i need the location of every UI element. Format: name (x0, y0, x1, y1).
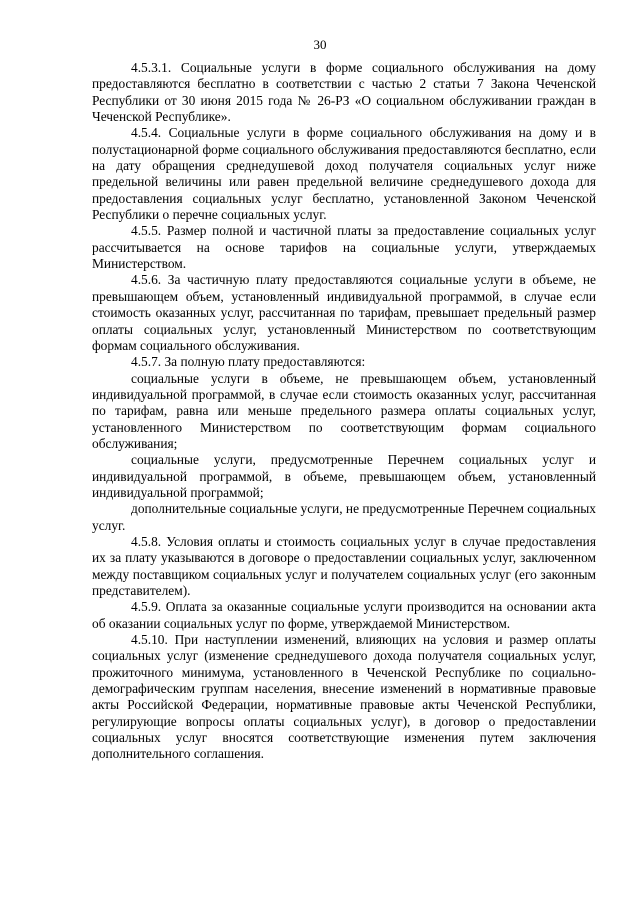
page-number: 30 (313, 37, 327, 52)
document-body (92, 60, 596, 763)
paragraph-4-5-10: 4.5.10. При наступлении изменений, влияющих на условия и размер оплаты социальных услуг (изменение среднедушевого дохода получателя социальных услуг, прожиточного минимума, установленного в Чеченской Республике по социально-демографическим группам населения, внесение изменений в нормативные правовые акты Российской Федерации, нормативные правовые акты Чеченской Республики, регулирующие вопросы оплаты социальных услуг), в договор о предоставлении социальных услуг вносятся соответствующие изменения путем заключения дополнительного соглашения. (92, 632, 596, 762)
paragraph-4-5-7: 4.5.7. За полную плату предоставляются: (131, 354, 366, 370)
paragraph-4-5-5: 4.5.5. Размер полной и частичной платы за предоставление социальных услуг рассчитывается на основе тарифов на социальные услуги, утверждаемых Министерством. (92, 223, 596, 272)
paragraph-4-5-8: 4.5.8. Условия оплаты и стоимость социальных услуг в случае предоставления их за плату указываются в договоре о предоставлении социальных услуг, заключенном между поставщиком социальных услуг и получателем социальных услуг (его законным представителем). (92, 533, 596, 598)
paragraph-4-5-3-1: 4.5.3.1. Социальные услуги в форме социального обслуживания на дому предоставляются бесплатно в соответствии с частью 2 статьи 7 Закона Чеченской Республики от 30 июня 2015 года № 26-РЗ «О социальном обслуживании граждан в Чеченской Республике». (92, 60, 596, 125)
list-item-full-pay-1: социальные услуги в объеме, не превышающем объем, установленный индивидуальной программой, в случае если стоимость оказанных услуг, рассчитанная по тарифам, равна или меньше предельного размера оплаты социальных услуг, установленного Министерством по соответствующим формам социального обслуживания; (92, 370, 596, 451)
paragraph-4-5-9: 4.5.9. Оплата за оказанные социальные услуги производится на основании акта об оказании социальных услуг по форме, утверждаемой Министерством. (92, 599, 596, 631)
paragraph-4-5-4: 4.5.4. Социальные услуги в форме социального обслуживания на дому и в полустационарной форме социального обслуживания предоставляются бесплатно, если на дату обращения среднедушевой доход получателя социальных услуг ниже предельной величины или равен предельной величине среднедушевого дохода для предоставления социальных услуг бесплатно, установленной Законом Чеченской Республики о перечне социальных услуг. (92, 125, 596, 223)
list-item-full-pay-2: социальные услуги, предусмотренные Перечнем социальных услуг и индивидуальной программой, в объеме, превышающем объем, установленный индивидуальной программой; (92, 452, 596, 500)
paragraph-4-5-6: 4.5.6. За частичную плату предоставляются социальные услуги в объеме, не превышающем объем, установленный индивидуальной программой, в случае если стоимость оказанных услуг, рассчитанная по тарифам, превышает предельный размер оплаты социальных услуг, установленный Министерством по соответствующим формам социального обслуживания. (92, 272, 596, 353)
list-item-full-pay-3: дополнительные социальные услуги, не предусмотренные Перечнем социальных услуг. (92, 501, 596, 533)
